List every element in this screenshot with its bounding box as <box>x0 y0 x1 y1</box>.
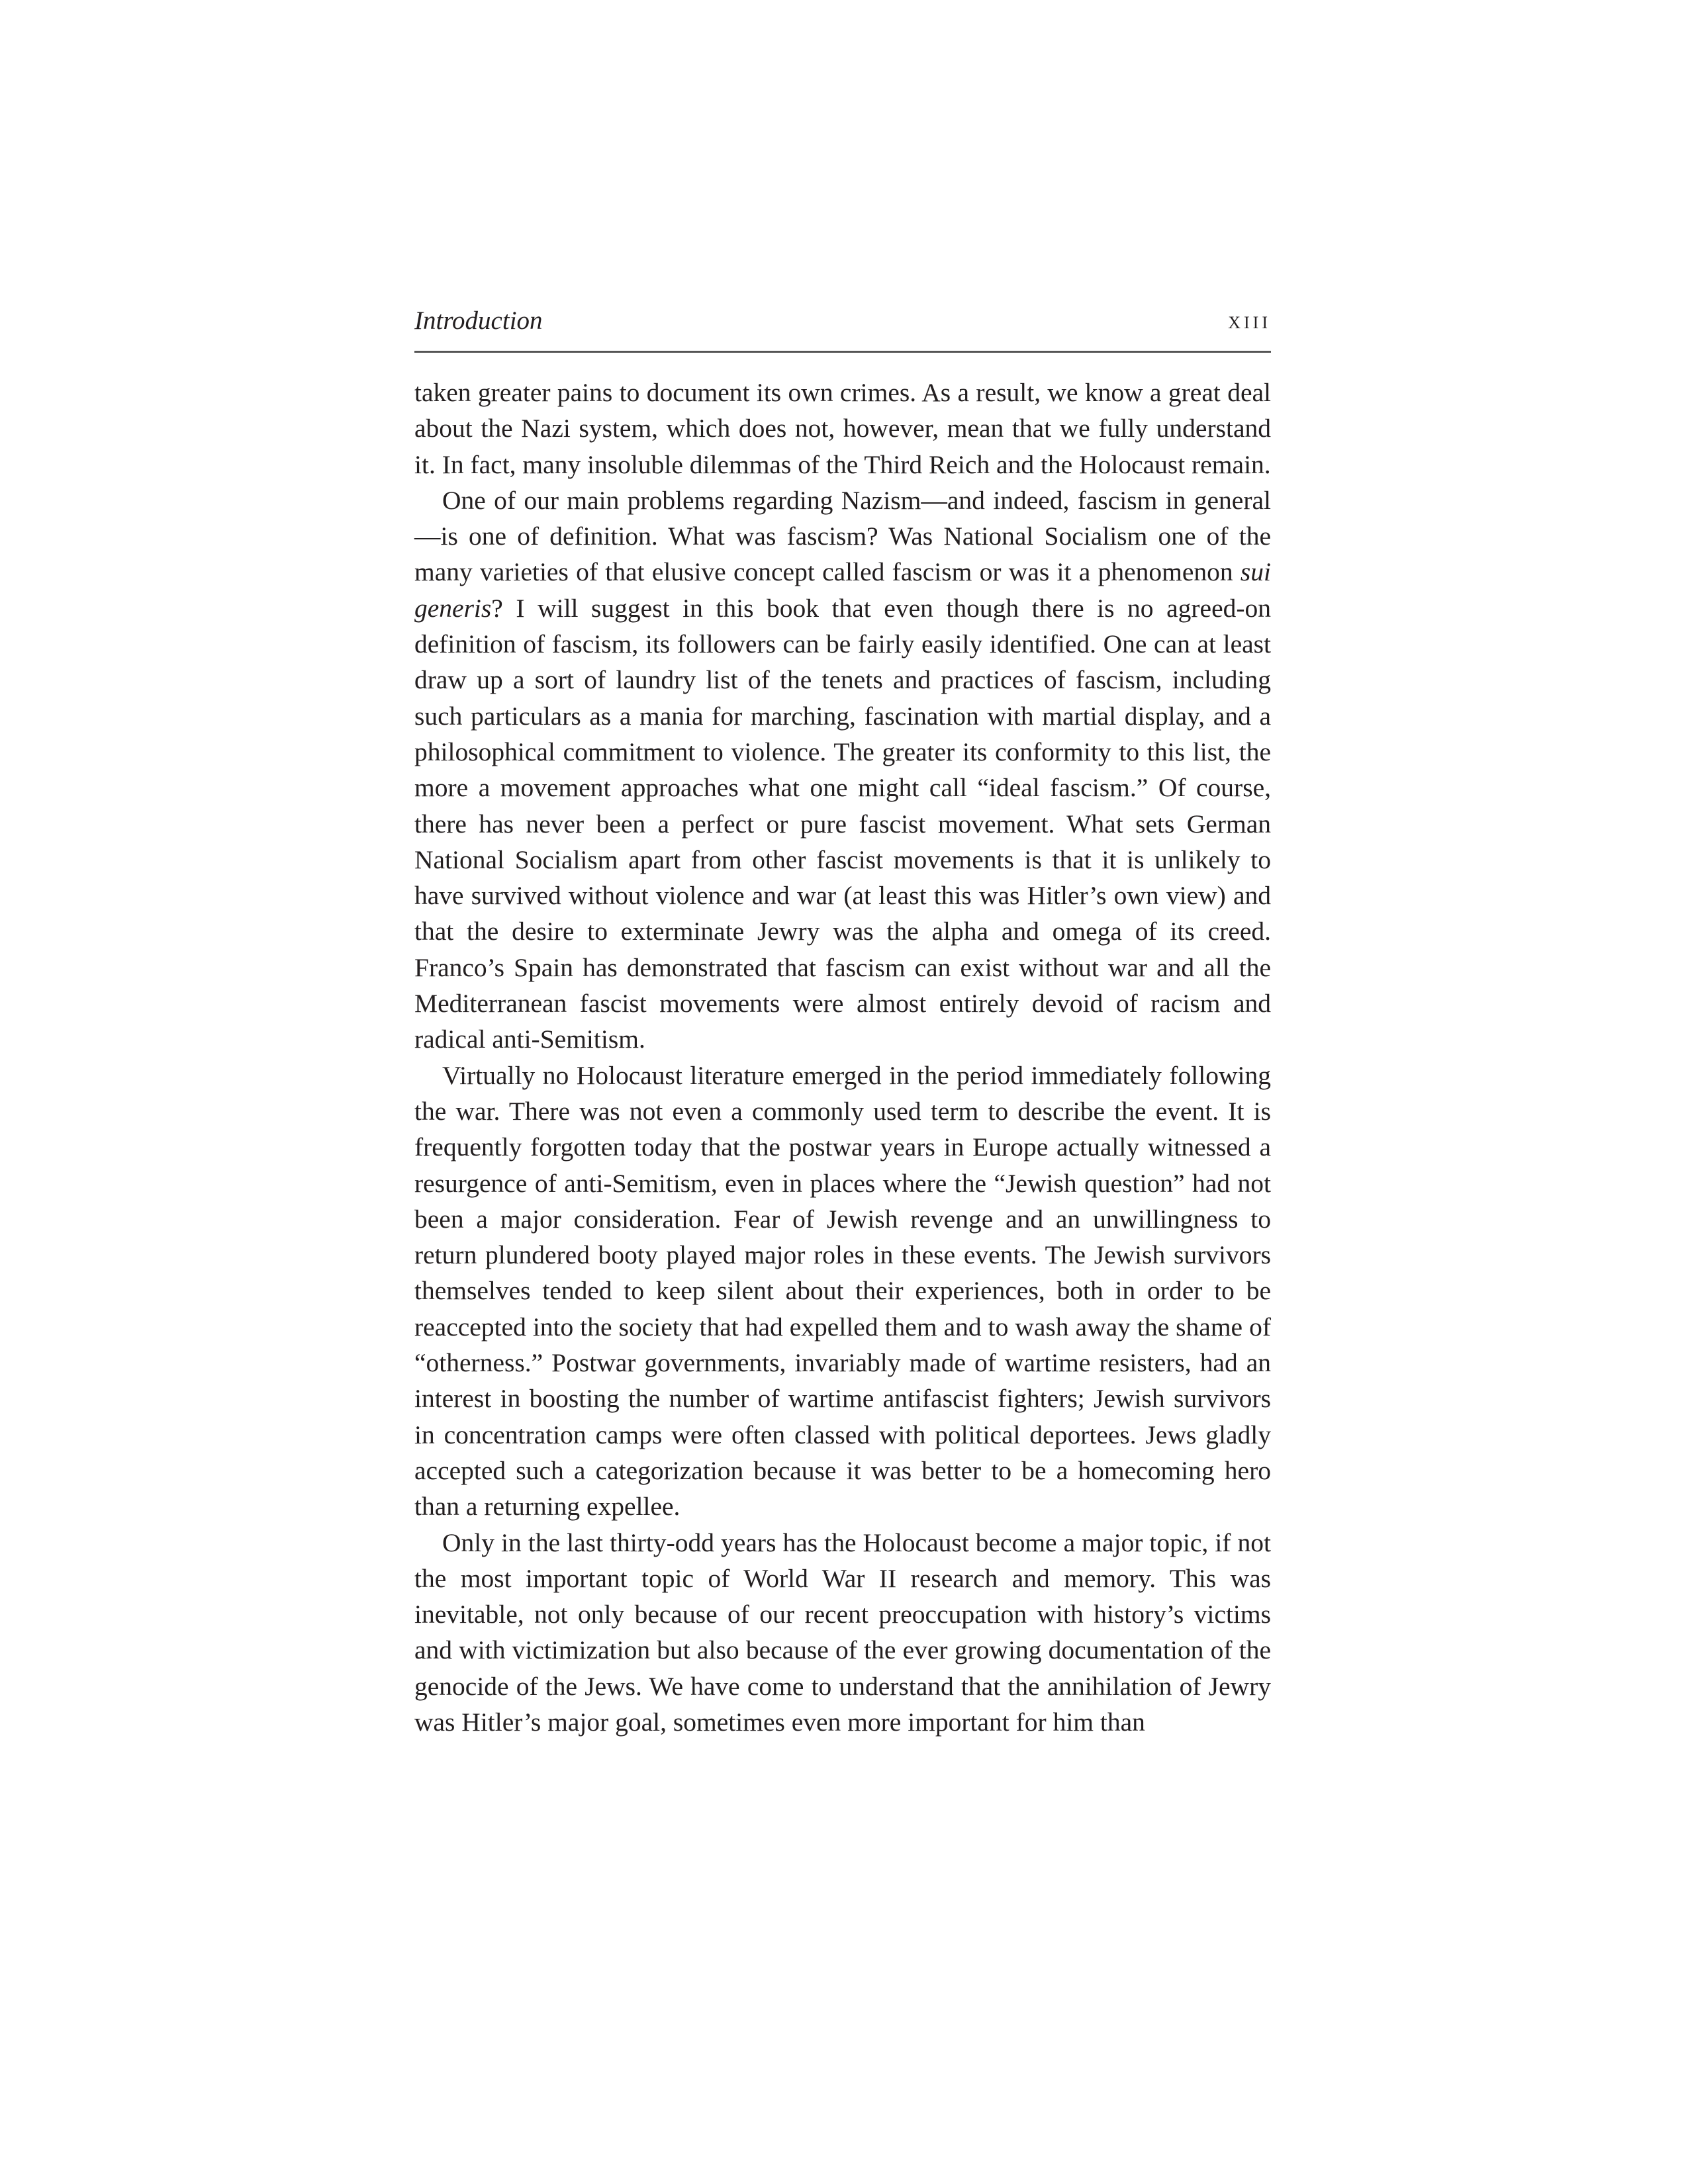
paragraph-2 <box>414 482 1271 1058</box>
italic-phrase: sui generis <box>414 557 1271 623</box>
running-head-title: Introduction <box>414 306 543 335</box>
paragraph-2-text-before: One of our main problems regarding Nazism—and indeed, fascism in general—is one of definition. What was fascism? Was National Socialism one of the many varieties of that elusive concept called fascism or was it a phenomenon <box>414 485 1271 587</box>
paragraph-1: taken greater pains to document its own crimes. As a result, we know a great deal about the Nazi system, which does not, however, mean that we fully understand it. In fact, many insoluble dilemmas of the Third Reich and the Holocaust remain. <box>414 378 1271 479</box>
running-head <box>414 299 1271 352</box>
paragraph-3: Virtually no Holocaust literature emerged in the period immediately following the war. There was not even a commonly used term to describe the event. It is frequently forgotten today that the postwar years in Europe actually witnessed a resurgence of anti-Semitism, even in places where the “Jewish question” had not been a major consideration. Fear of Jewish revenge and an unwillingness to return plundered booty played major roles in these events. The Jewish survivors themselves tended to keep silent about their experiences, both in order to be reaccepted into the society that had expelled them and to wash away the shame of “otherness.” Postwar governments, invariably made of wartime resisters, had an interest in boosting the number of wartime antifascist fighters; Jewish survivors in concentration camps were often classed with political deportees. Jews gladly accepted such a categorization because it was better to be a homecoming hero than a returning expellee. <box>414 1060 1271 1522</box>
header-rule <box>414 351 1271 353</box>
page-number: xiii <box>1228 307 1271 334</box>
paragraph-4: Only in the last thirty-odd years has the Holocaust become a major topic, if not the most important topic of World War II research and memory. This was inevitable, not only because of our recent preoccupation with history’s victims and with victimization but also because of the ever growing documentation of the genocide of the Jews. We have come to understand that the annihilation of Jewry was Hitler’s major goal, sometimes even more important for him than <box>414 1527 1271 1737</box>
body-text <box>414 375 1271 1740</box>
paragraph-2-text-after: ? I will suggest in this book that even though there is no agreed-on definition of fascism, its followers can be fairly easily identified. One can at least draw up a sort of laundry list of the tenets and practices of fascism, including such particulars as a mania for marching, fascination with martial display, and a philosophical commitment to violence. The greater its conformity to this list, the more a movement approaches what one might call “ideal fascism.” Of course, there has never been a perfect or pure fascist movement. What sets German National Socialism apart from other fascist movements is that it is unlikely to have survived without violence and war (at least this was Hitler’s own view) and that the desire to exterminate Jewry was the alpha and omega of its creed. Franco’s Spain has demonstrated that fascism can exist without war and all the Mediterranean fascist movements were almost entirely devoid of racism and radical anti-Semitism. <box>414 593 1271 1054</box>
